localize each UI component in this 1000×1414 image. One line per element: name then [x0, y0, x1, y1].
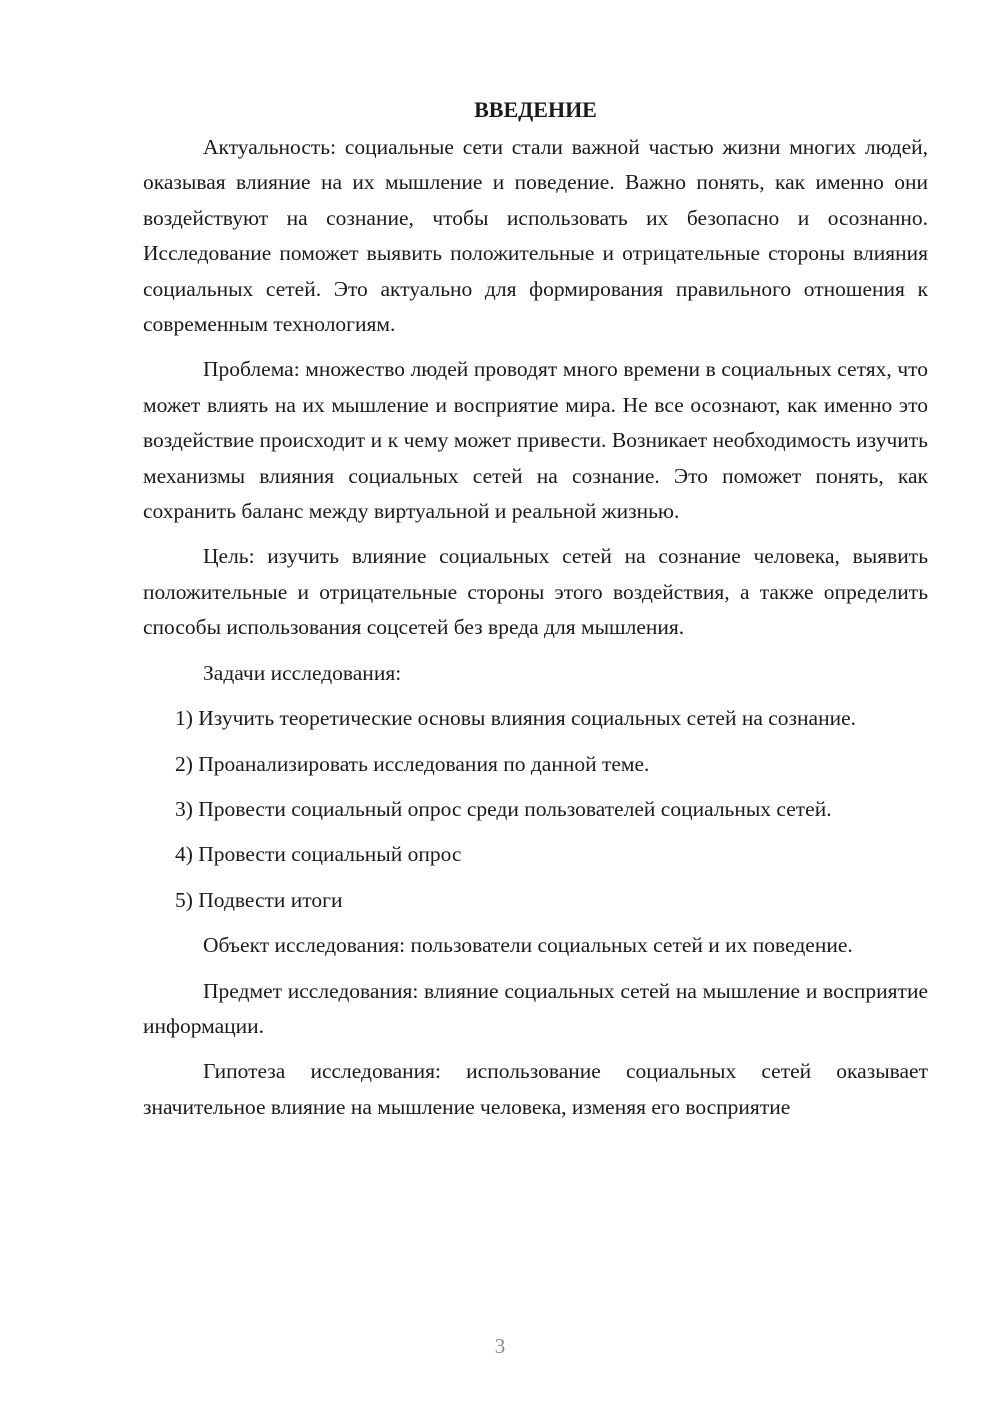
- paragraph-subject: Предмет исследования: влияние социальных сетей на мышление и восприятие информации.: [143, 978, 928, 1038]
- section-heading: ВВЕДЕНИЕ: [474, 97, 597, 122]
- page-number: 3: [494, 1334, 506, 1358]
- paragraph-problem: Проблема: множество людей проводят много времени в социальных сетях, что может влиять на их мышление и восприятие мира. Не все осознают, как именно это воздействие происходит и к чему может привести. Возникает необходимость изучить механизмы влияния социальных сетей на сознание. Это поможет понять, как сохранить баланс между виртуальной и реальной жизнью.: [143, 357, 928, 524]
- paragraph-tasks-heading: Задачи исследования:: [203, 660, 402, 685]
- task-item-2: 2) Проанализировать исследования по данной теме.: [175, 751, 650, 776]
- paragraph-hypothesis: Гипотеза исследования: использование социальных сетей оказывает значительное влияние на мышление человека, изменяя его восприятие: [143, 1059, 928, 1119]
- task-item-4: 4) Провести социальный опрос: [175, 842, 462, 867]
- document-page: [143, 92, 928, 1135]
- task-item-1: 1) Изучить теоретические основы влияния социальных сетей на сознание.: [175, 706, 857, 731]
- task-item-3: 3) Провести социальный опрос среди пользователей социальных сетей.: [175, 796, 832, 821]
- paragraph-goal: Цель: изучить влияние социальных сетей на сознание человека, выявить положительные и отрицательные стороны этого воздействия, а также определить способы использования соцсетей без вреда для мышления.: [143, 544, 928, 640]
- paragraph-object: Объект исследования: пользователи социальных сетей и их поведение.: [203, 933, 853, 958]
- task-item-5: 5) Подвести итоги: [175, 887, 343, 912]
- paragraph-relevance: Актуальность: социальные сети стали важной частью жизни многих людей, оказывая влияние на их мышление и поведение. Важно понять, как именно они воздействуют на сознание, чтобы использовать их безопасно и осознанно. Исследование поможет выявить положительные и отрицательные стороны влияния социальных сетей. Это актуально для формирования правильного отношения к современным технологиям.: [143, 135, 928, 337]
